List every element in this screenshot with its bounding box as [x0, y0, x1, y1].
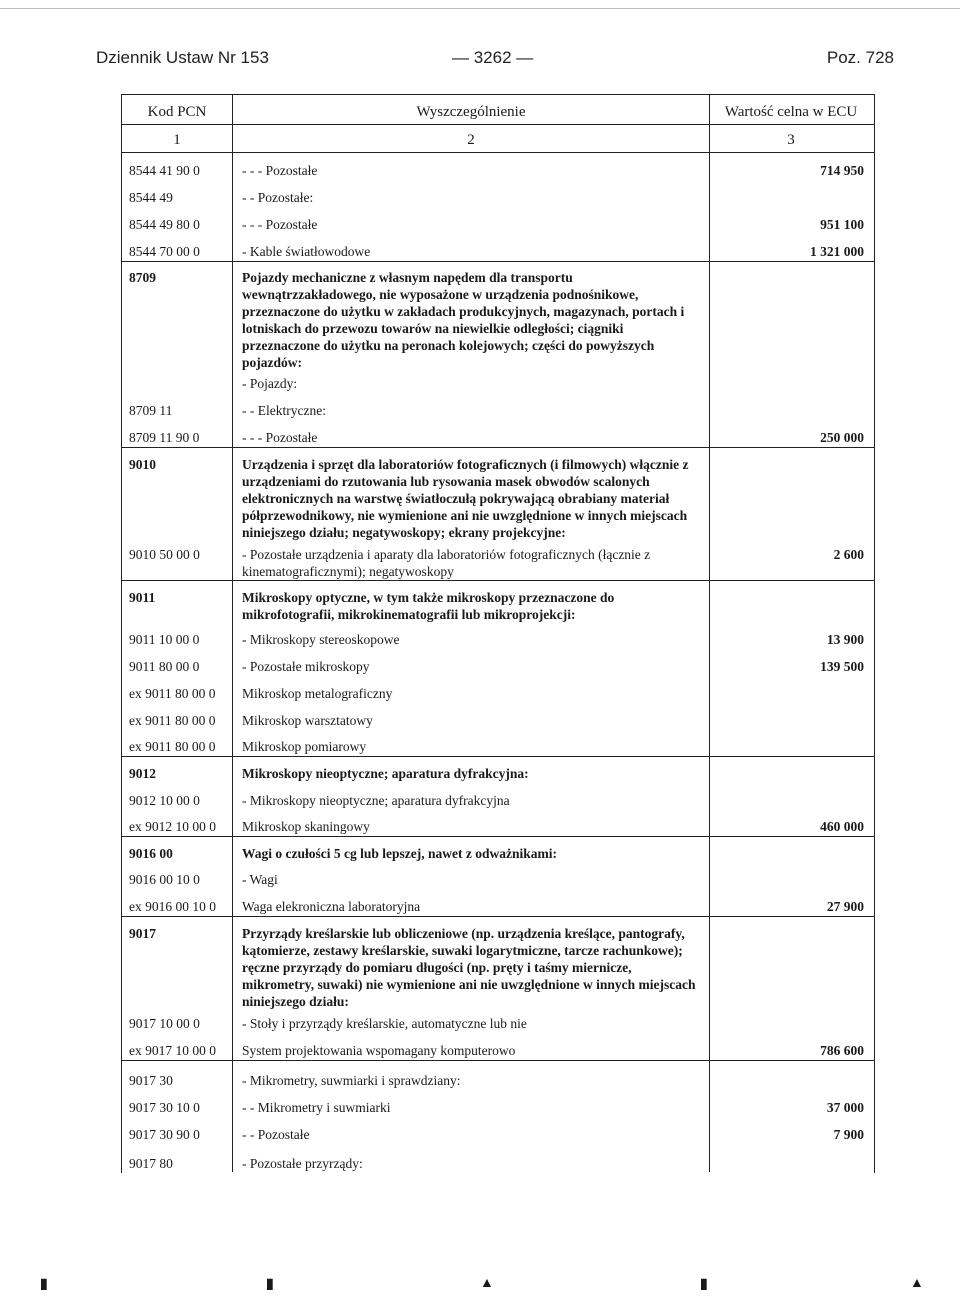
row-code: 9017 [129, 926, 156, 941]
row-rule [121, 756, 875, 757]
row-value: 7 900 [833, 1127, 864, 1142]
row-description: - Pozostałe przyrządy: [242, 1156, 363, 1171]
row-rule [121, 580, 875, 581]
row-description: - Pojazdy: [242, 376, 298, 391]
row-rule [121, 1060, 875, 1061]
row-description: - Stoły i przyrządy kreślarskie, automatyczne lub nie [242, 1016, 527, 1031]
row-code: 8544 70 00 0 [129, 244, 200, 259]
row-code: ex 9016 00 10 0 [129, 899, 216, 914]
column-number-1: 1 [173, 132, 181, 148]
row-rule [121, 916, 875, 917]
header-code: Kod PCN [147, 104, 207, 120]
row-rule [121, 261, 875, 262]
row-code: 9012 10 00 0 [129, 793, 200, 808]
row-description: Wagi o czułości 5 cg lub lepszej, nawet z odważnikami: [242, 846, 557, 861]
row-code: ex 9011 80 00 0 [129, 686, 216, 701]
row-code: 9016 00 [129, 846, 173, 861]
row-description: - Kable światłowodowe [242, 244, 371, 259]
scan-mark: ▲ [480, 1276, 494, 1291]
row-description: - - - Pozostałe [242, 163, 318, 178]
row-description: - Mikroskopy nieoptyczne; aparatura dyfrakcyjna [242, 793, 510, 808]
row-code: 9011 10 00 0 [129, 632, 200, 647]
row-description: - Wagi [242, 872, 278, 887]
row-code: 9011 80 00 0 [129, 659, 200, 674]
row-value: 13 900 [826, 632, 864, 647]
row-description: - Mikrometry, suwmiarki i sprawdziany: [242, 1073, 461, 1088]
scan-mark: ▮ [700, 1277, 708, 1292]
row-value: 37 000 [826, 1100, 864, 1115]
row-value: 1 321 000 [810, 244, 864, 259]
row-description: Mikroskop pomiarowy [242, 739, 367, 754]
row-code: 8709 [129, 270, 156, 285]
row-description: Pojazdy mechaniczne z własnym napędem dla transportu wewnątrzzakładowego, nie wyposażone w urządzenia podnośnikowe, przeznaczone do użytku w zakładach produkcyjnych, magazynach, portach i lotniskach do przewozu towarów na niewielkie odległości; ciągniki przeznaczone do użytku na peronach kolejowych; części do powyższych pojazdów: [242, 270, 685, 370]
row-code: 9010 50 00 0 [129, 547, 200, 562]
row-description: - Mikroskopy stereoskopowe [242, 632, 400, 647]
row-description: System projektowania wspomagany komputerowo [242, 1043, 516, 1058]
row-code: ex 9012 10 00 0 [129, 819, 216, 834]
row-code: 9017 30 90 0 [129, 1127, 200, 1142]
row-description: - - Elektryczne: [242, 403, 326, 418]
row-value: 951 100 [820, 217, 864, 232]
row-rule [121, 447, 875, 448]
scan-mark: ▲ [910, 1276, 924, 1291]
row-code: 9016 00 10 0 [129, 872, 200, 887]
row-value: 139 500 [820, 659, 864, 674]
row-code: 8544 49 [129, 190, 173, 205]
row-description: Mikroskop skaningowy [242, 819, 370, 834]
row-description: - Pozostałe urządzenia i aparaty dla laboratoriów fotograficznych (łącznie z kinematograficznymi); negatywoskopy [242, 547, 651, 579]
row-value: 460 000 [820, 819, 864, 834]
row-code: 9017 10 00 0 [129, 1016, 200, 1031]
header-description: Wyszczególnienie [416, 104, 526, 120]
row-code: 9011 [129, 590, 156, 605]
top-edge-line [0, 8, 960, 9]
row-value: 250 000 [820, 430, 864, 445]
row-value: 2 600 [833, 547, 864, 562]
row-description: Mikroskop metalograficzny [242, 686, 393, 701]
header-rule [121, 124, 875, 125]
row-description: Mikroskop warsztatowy [242, 713, 373, 728]
page-header [96, 48, 896, 72]
row-description: - - Pozostałe: [242, 190, 314, 205]
header-value: Wartość celna w ECU [724, 104, 858, 120]
scan-mark: ▮ [266, 1277, 274, 1292]
row-description: Mikroskopy nieoptyczne; aparatura dyfrakcyjna: [242, 766, 529, 781]
column-number-rule [121, 152, 875, 153]
row-value: 714 950 [820, 163, 864, 178]
row-code: 9017 80 [129, 1156, 173, 1171]
row-code: 9010 [129, 457, 156, 472]
row-value: 27 900 [826, 899, 864, 914]
column-divider-1 [232, 94, 233, 1172]
row-rule [121, 836, 875, 837]
row-description: - - - Pozostałe [242, 430, 318, 445]
row-description: - Pozostałe mikroskopy [242, 659, 370, 674]
row-description: - - Mikrometry i suwmiarki [242, 1100, 391, 1115]
row-description: Mikroskopy optyczne, w tym także mikroskopy przeznaczone do mikrofotografii, mikrokinematografii lub mikroprojekcji: [242, 590, 615, 622]
row-description: Urządzenia i sprzęt dla laboratoriów fotograficznych (i filmowych) włącznie z urządzeniami do rzutowania lub rysowania masek obwodów scalonych elektronicznych na warstwę światłoczułą pokrywającą obrabiany materiał półprzewodnikowy, nie wymienione ani nie uwzględnione w innych miejscach niniejszego działu; negatywoskopy; ekrany projekcyjne: [242, 457, 689, 540]
row-code: ex 9017 10 00 0 [129, 1043, 216, 1058]
column-number-3: 3 [787, 132, 795, 148]
column-divider-2 [709, 94, 710, 1172]
row-code: 9017 30 10 0 [129, 1100, 200, 1115]
column-number-2: 2 [467, 132, 475, 148]
position-number: Poz. 728 [826, 48, 894, 67]
row-code: 8709 11 [129, 403, 173, 418]
row-description: Przyrządy kreślarskie lub obliczeniowe (np. urządzenia kreślące, pantografy, kątomierze, zestawy kreślarskie, suwaki logarytmiczne, tarcze rachunkowe); ręczne przyrządy do pomiaru długości (np. pręty i taśmy miernicze, mikrometry, suwaki) nie wymienione ani nie uwzględnione w innych miejscach niniejszego działu: [242, 926, 696, 1009]
row-code: 8544 41 90 0 [129, 163, 200, 178]
scan-mark: ▮ [40, 1277, 48, 1292]
row-code: 8544 49 80 0 [129, 217, 200, 232]
journal-title: Dziennik Ustaw Nr 153 [96, 48, 269, 67]
row-value: 786 600 [820, 1043, 864, 1058]
row-code: 8709 11 90 0 [129, 430, 200, 445]
row-description: - - Pozostałe [242, 1127, 310, 1142]
row-code: ex 9011 80 00 0 [129, 739, 216, 754]
row-description: Waga elekroniczna laboratoryjna [242, 899, 421, 914]
row-code: ex 9011 80 00 0 [129, 713, 216, 728]
page-number: — 3262 — [452, 48, 534, 67]
row-code: 9017 30 [129, 1073, 173, 1088]
row-code: 9012 [129, 766, 156, 781]
row-description: - - - Pozostałe [242, 217, 318, 232]
